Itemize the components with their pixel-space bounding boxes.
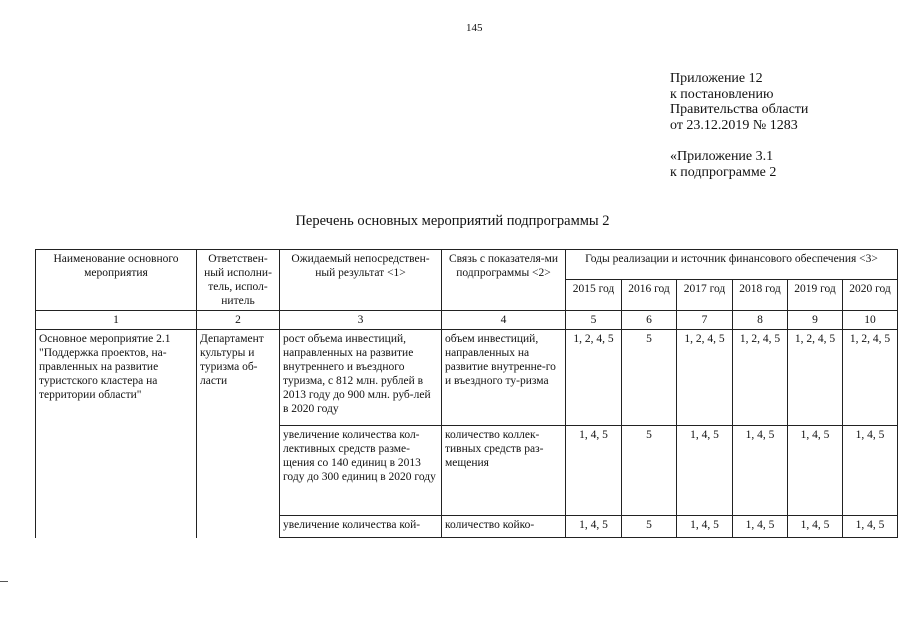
funding-cell: 1, 2, 4, 5 xyxy=(566,330,622,426)
year-cell: 2017 год xyxy=(677,280,733,311)
funding-cell: 1, 2, 4, 5 xyxy=(843,330,898,426)
activity-name: Основное мероприятие 2.1 "Поддержка проектов, на-правленных на развитие туристского кластера на территории области" xyxy=(36,330,197,538)
column-number: 7 xyxy=(677,311,733,330)
indicator-link: количество коллек-тивных средств раз-мещения xyxy=(442,426,566,516)
column-number: 5 xyxy=(566,311,622,330)
margin-mark xyxy=(0,581,8,582)
funding-cell: 5 xyxy=(622,516,677,538)
column-numbers-row xyxy=(36,311,898,330)
appendix-line: Правительства области xyxy=(670,102,809,117)
expected-result: увеличение количества кол-лективных средств разме-щения со 140 единиц в 2013 году до 300 единиц в 2020 году xyxy=(280,426,442,516)
column-number: 6 xyxy=(622,311,677,330)
funding-cell: 1, 4, 5 xyxy=(566,426,622,516)
appendix-block xyxy=(670,71,808,180)
activity-responsible: Департамент культуры и туризма об-ласти xyxy=(197,330,280,538)
indicator-link: объем инвестиций, направленных на развитие внутренне-го и въездного ту-ризма xyxy=(442,330,566,426)
column-number: 9 xyxy=(788,311,843,330)
appendix-line: к подпрограмме 2 xyxy=(670,164,777,180)
column-number: 4 xyxy=(442,311,566,330)
year-cell: 2018 год xyxy=(733,280,788,311)
document-title: Перечень основных мероприятий подпрограммы 2 xyxy=(295,213,610,229)
year-cell: 2020 год xyxy=(843,280,898,311)
appendix-line: к постановлению xyxy=(670,86,774,102)
column-number: 10 xyxy=(843,311,898,330)
funding-cell: 1, 4, 5 xyxy=(843,516,898,538)
column-number: 1 xyxy=(36,311,197,330)
table-row xyxy=(36,330,898,426)
activities-table xyxy=(35,249,898,538)
header-result: Ожидаемый непосредствен-ный результат <1> xyxy=(280,250,442,311)
funding-cell: 5 xyxy=(622,330,677,426)
expected-result: рост объема инвестиций, направленных на развитие внутреннего и въездного туризма, с 812 млн. рублей в 2013 году до 900 млн. руб-лей в 2020 году xyxy=(280,330,442,426)
column-number: 3 xyxy=(280,311,442,330)
funding-cell: 1, 4, 5 xyxy=(677,516,733,538)
header-years-group: Годы реализации и источник финансового обеспечения <3> xyxy=(566,250,898,280)
funding-cell: 1, 4, 5 xyxy=(677,426,733,516)
expected-result: увеличение количества кой- xyxy=(280,516,442,538)
funding-cell: 1, 4, 5 xyxy=(733,516,788,538)
year-cell: 2016 год xyxy=(622,280,677,311)
funding-cell: 1, 2, 4, 5 xyxy=(733,330,788,426)
appendix-line: Приложение 12 xyxy=(670,71,763,86)
appendix-line: «Приложение 3.1 xyxy=(670,149,774,164)
page-number: 145 xyxy=(466,22,483,34)
funding-cell: 1, 4, 5 xyxy=(788,426,843,516)
header-name: Наименование основного мероприятия xyxy=(36,250,197,311)
funding-cell: 1, 4, 5 xyxy=(843,426,898,516)
funding-cell: 5 xyxy=(622,426,677,516)
appendix-line: от 23.12.2019 № 1283 xyxy=(670,117,798,133)
header-responsible: Ответствен-ный исполни-тель, испол-нитель xyxy=(197,250,280,311)
funding-cell: 1, 4, 5 xyxy=(566,516,622,538)
year-cell: 2019 год xyxy=(788,280,843,311)
funding-cell: 1, 4, 5 xyxy=(788,516,843,538)
header-link: Связь с показателя-ми подпрограммы <2> xyxy=(442,250,566,311)
column-number: 8 xyxy=(733,311,788,330)
year-cell: 2015 год xyxy=(566,280,622,311)
header-row xyxy=(36,250,898,280)
column-number: 2 xyxy=(197,311,280,330)
indicator-link: количество койко- xyxy=(442,516,566,538)
funding-cell: 1, 4, 5 xyxy=(733,426,788,516)
funding-cell: 1, 2, 4, 5 xyxy=(788,330,843,426)
funding-cell: 1, 2, 4, 5 xyxy=(677,330,733,426)
